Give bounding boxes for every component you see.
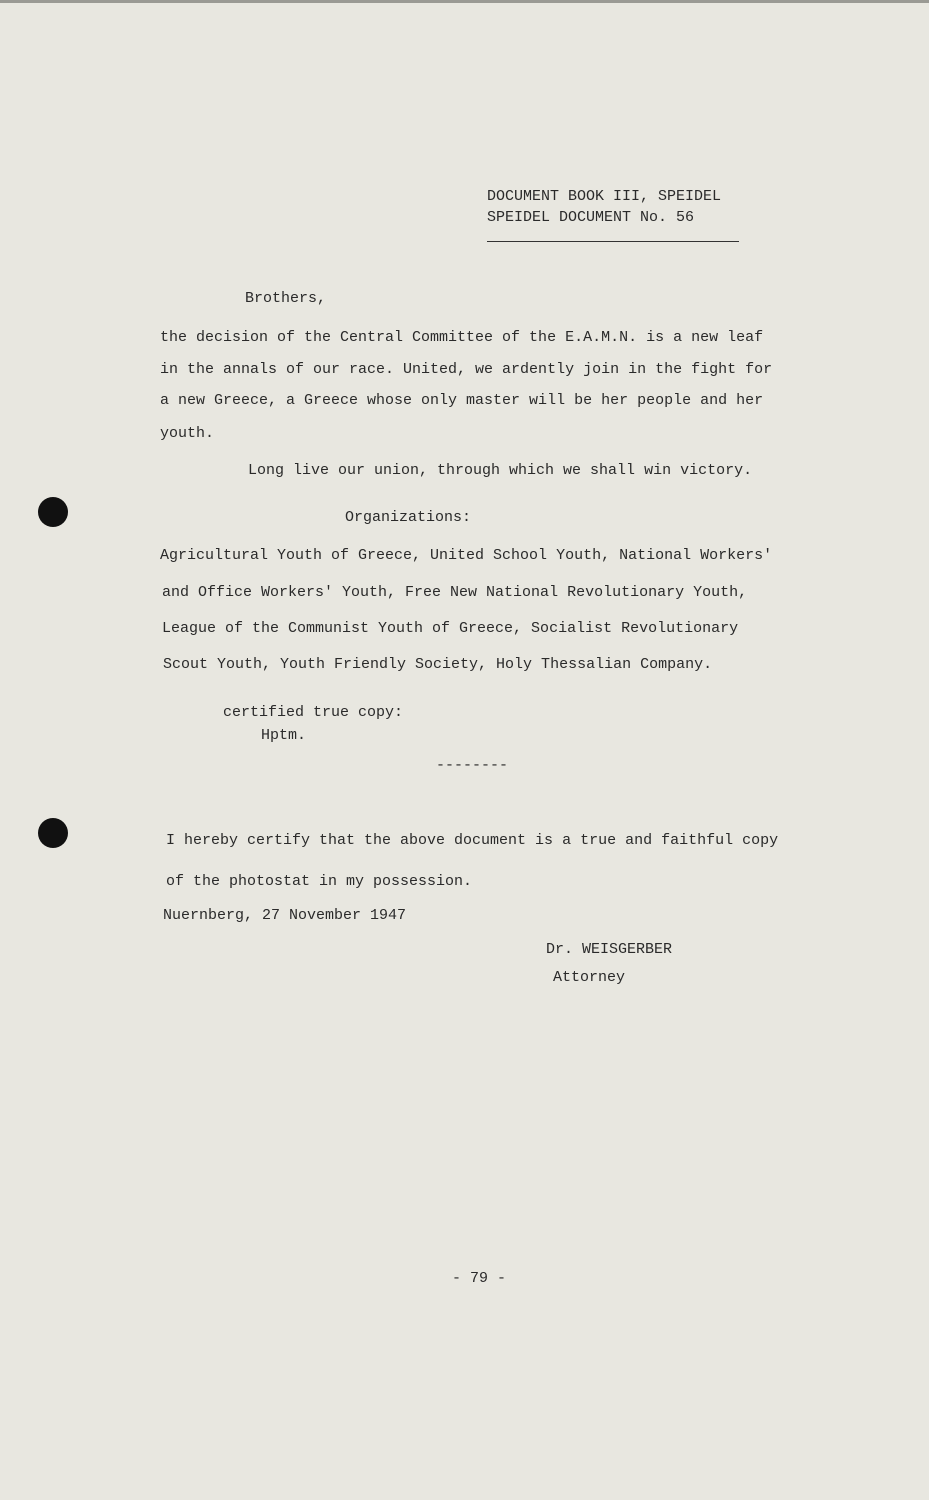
body-line: youth. <box>160 425 215 442</box>
body-line: a new Greece, a Greece whose only master will be her people and her <box>160 392 764 409</box>
organizations-line: League of the Communist Youth of Greece, Socialist Revolutionary <box>162 620 739 637</box>
certification-line: of the photostat in my possession. <box>166 873 473 890</box>
signature-name: Dr. WEISGERBER <box>546 941 673 958</box>
punch-hole-lower <box>38 818 68 848</box>
certification-line: I hereby certify that the above document is a true and faithful copy <box>166 832 779 849</box>
slogan: Long live our union, through which we shall win victory. <box>248 462 753 479</box>
organizations-line: Scout Youth, Youth Friendly Society, Holy Thessalian Company. <box>163 656 713 673</box>
organizations-line: Agricultural Youth of Greece, United School Youth, National Workers' <box>160 547 773 564</box>
header-line-1: DOCUMENT BOOK III, SPEIDEL <box>487 188 722 205</box>
organizations-line: and Office Workers' Youth, Free New National Revolutionary Youth, <box>162 584 748 601</box>
salutation: Brothers, <box>245 290 327 307</box>
separator: -------- <box>436 757 509 774</box>
header-underline <box>487 241 739 242</box>
header-line-2: SPEIDEL DOCUMENT No. 56 <box>487 209 695 226</box>
certified-rank: Hptm. <box>261 727 307 744</box>
punch-hole-upper <box>38 497 68 527</box>
body-line: the decision of the Central Committee of the E.A.M.N. is a new leaf <box>160 329 764 346</box>
place-date: Nuernberg, 27 November 1947 <box>163 907 407 924</box>
signature-title: Attorney <box>553 969 626 986</box>
certified-true-copy: certified true copy: <box>223 704 404 721</box>
page-number: - 79 - <box>452 1270 507 1287</box>
body-line: in the annals of our race. United, we ardently join in the fight for <box>160 361 773 378</box>
page-top-edge <box>0 0 929 3</box>
organizations-heading: Organizations: <box>345 509 472 526</box>
